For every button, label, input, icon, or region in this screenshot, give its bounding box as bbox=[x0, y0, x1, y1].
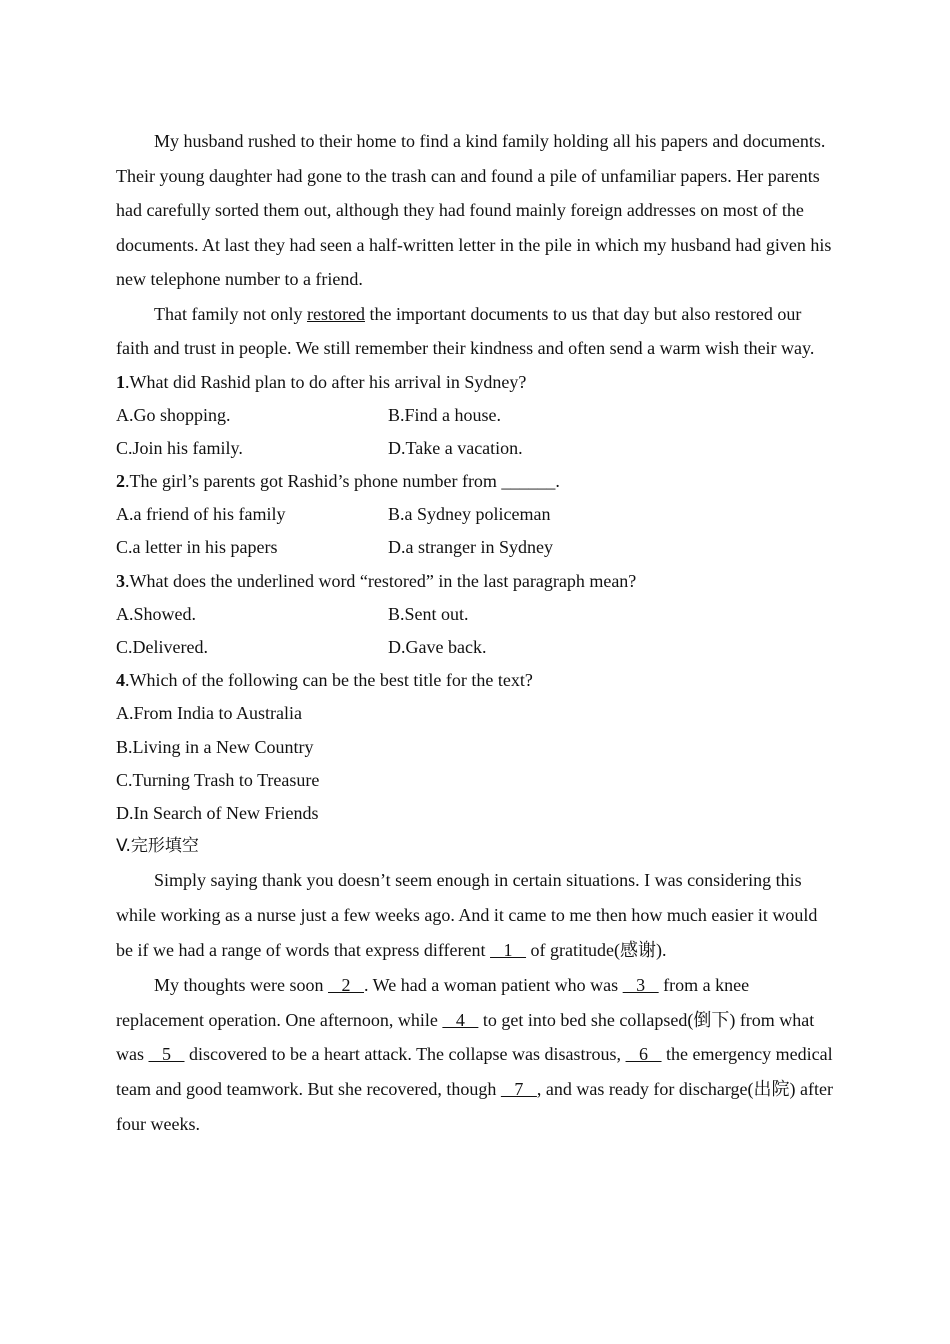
question-number: 2 bbox=[116, 471, 125, 492]
cloze-blank-1: 1 bbox=[490, 939, 527, 960]
underlined-word-restored: restored bbox=[306, 303, 365, 324]
options-row bbox=[116, 531, 834, 564]
cloze-blank-4: 4 bbox=[442, 1009, 479, 1030]
cloze-text: from a knee replacement operation. One afternoon, while bbox=[116, 974, 750, 1030]
option-d: D.In Search of New Friends bbox=[116, 802, 319, 823]
question-2 bbox=[116, 465, 834, 498]
option-b: B.Find a house. bbox=[388, 404, 502, 425]
document-page bbox=[116, 124, 834, 1142]
question-text: .What did Rashid plan to do after his arrival in Sydney? bbox=[125, 371, 527, 392]
cloze-text: of gratitude(感谢). bbox=[526, 939, 667, 960]
passage-paragraph-1: My husband rushed to their home to find a kind family holding all his papers and documents. Their young daughter had gone to the trash can and found a pile of unfamiliar papers. Her parents had carefully sorted them out, although they had found mainly foreign addresses on most of the documents. At last they had seen a half-written letter in the pile in which my husband had given his new telephone number to a friend. bbox=[116, 131, 832, 289]
options-row bbox=[116, 399, 834, 432]
cloze-paragraph-2 bbox=[116, 968, 834, 1142]
question-number: 3 bbox=[116, 570, 125, 591]
cloze-text: Simply saying thank you doesn’t seem enough in certain situations. I was considering this while working as a nurse just a few weeks ago. And it came to me then how much easier it would be if we had a range of words that express different bbox=[116, 870, 818, 960]
section-heading: V.完形填空 bbox=[116, 836, 199, 857]
question-text: .The girl’s parents got Rashid’s phone number from ______. bbox=[125, 471, 560, 492]
cloze-blank-3: 3 bbox=[622, 974, 659, 995]
options-row bbox=[116, 631, 834, 664]
passage-p2-before: That family not only bbox=[154, 303, 307, 324]
option-a: A.a friend of his family bbox=[116, 504, 286, 525]
option-a: A.Go shopping. bbox=[116, 404, 231, 425]
question-number: 4 bbox=[116, 670, 125, 691]
options-row bbox=[116, 598, 834, 631]
cloze-blank-7: 7 bbox=[500, 1079, 537, 1100]
question-number: 1 bbox=[116, 371, 125, 392]
passage-paragraph-2 bbox=[116, 297, 834, 366]
option-d: D.a stranger in Sydney bbox=[388, 537, 553, 558]
cloze-text: , and was ready for discharge(出院) after four weeks. bbox=[116, 1079, 833, 1134]
option-c: C.a letter in his papers bbox=[116, 537, 278, 558]
cloze-text: discovered to be a heart attack. The collapse was disastrous, bbox=[184, 1044, 626, 1065]
option-b: B.Sent out. bbox=[388, 603, 469, 624]
cloze-text: to get into bed she collapsed(倒下) from what was bbox=[116, 1009, 815, 1065]
cloze-text: My thoughts were soon bbox=[154, 974, 328, 995]
question-1 bbox=[116, 366, 834, 399]
cloze-blank-6: 6 bbox=[625, 1044, 662, 1065]
option-b: B.a Sydney policeman bbox=[388, 504, 551, 525]
cloze-paragraph-1 bbox=[116, 863, 834, 967]
options-row bbox=[116, 432, 834, 465]
option-b: B.Living in a New Country bbox=[116, 736, 314, 757]
option-d: D.Take a vacation. bbox=[388, 437, 523, 458]
question-text: .Which of the following can be the best title for the text? bbox=[125, 670, 533, 691]
question-3 bbox=[116, 565, 834, 598]
passage-p2-after: the important documents to us that day but also restored our faith and trust in people. We still remember their kindness and often send a warm wish their way. bbox=[116, 303, 815, 358]
cloze-text: . We had a woman patient who was bbox=[364, 974, 623, 995]
option-a: A.From India to Australia bbox=[116, 703, 302, 724]
options-row bbox=[116, 498, 834, 531]
option-c: C.Delivered. bbox=[116, 637, 208, 657]
option-a: A.Showed. bbox=[116, 603, 196, 624]
question-4 bbox=[116, 664, 834, 697]
cloze-passage bbox=[116, 863, 834, 1141]
cloze-blank-5: 5 bbox=[148, 1044, 185, 1065]
cloze-text: the emergency medical team and good teamwork. But she recovered, though bbox=[116, 1044, 833, 1100]
option-c: C.Join his family. bbox=[116, 437, 243, 458]
question-text: .What does the underlined word “restored” in the last paragraph mean? bbox=[125, 570, 637, 591]
cloze-blank-2: 2 bbox=[328, 974, 364, 995]
option-d: D.Gave back. bbox=[388, 637, 487, 657]
option-c: C.Turning Trash to Treasure bbox=[116, 769, 320, 790]
